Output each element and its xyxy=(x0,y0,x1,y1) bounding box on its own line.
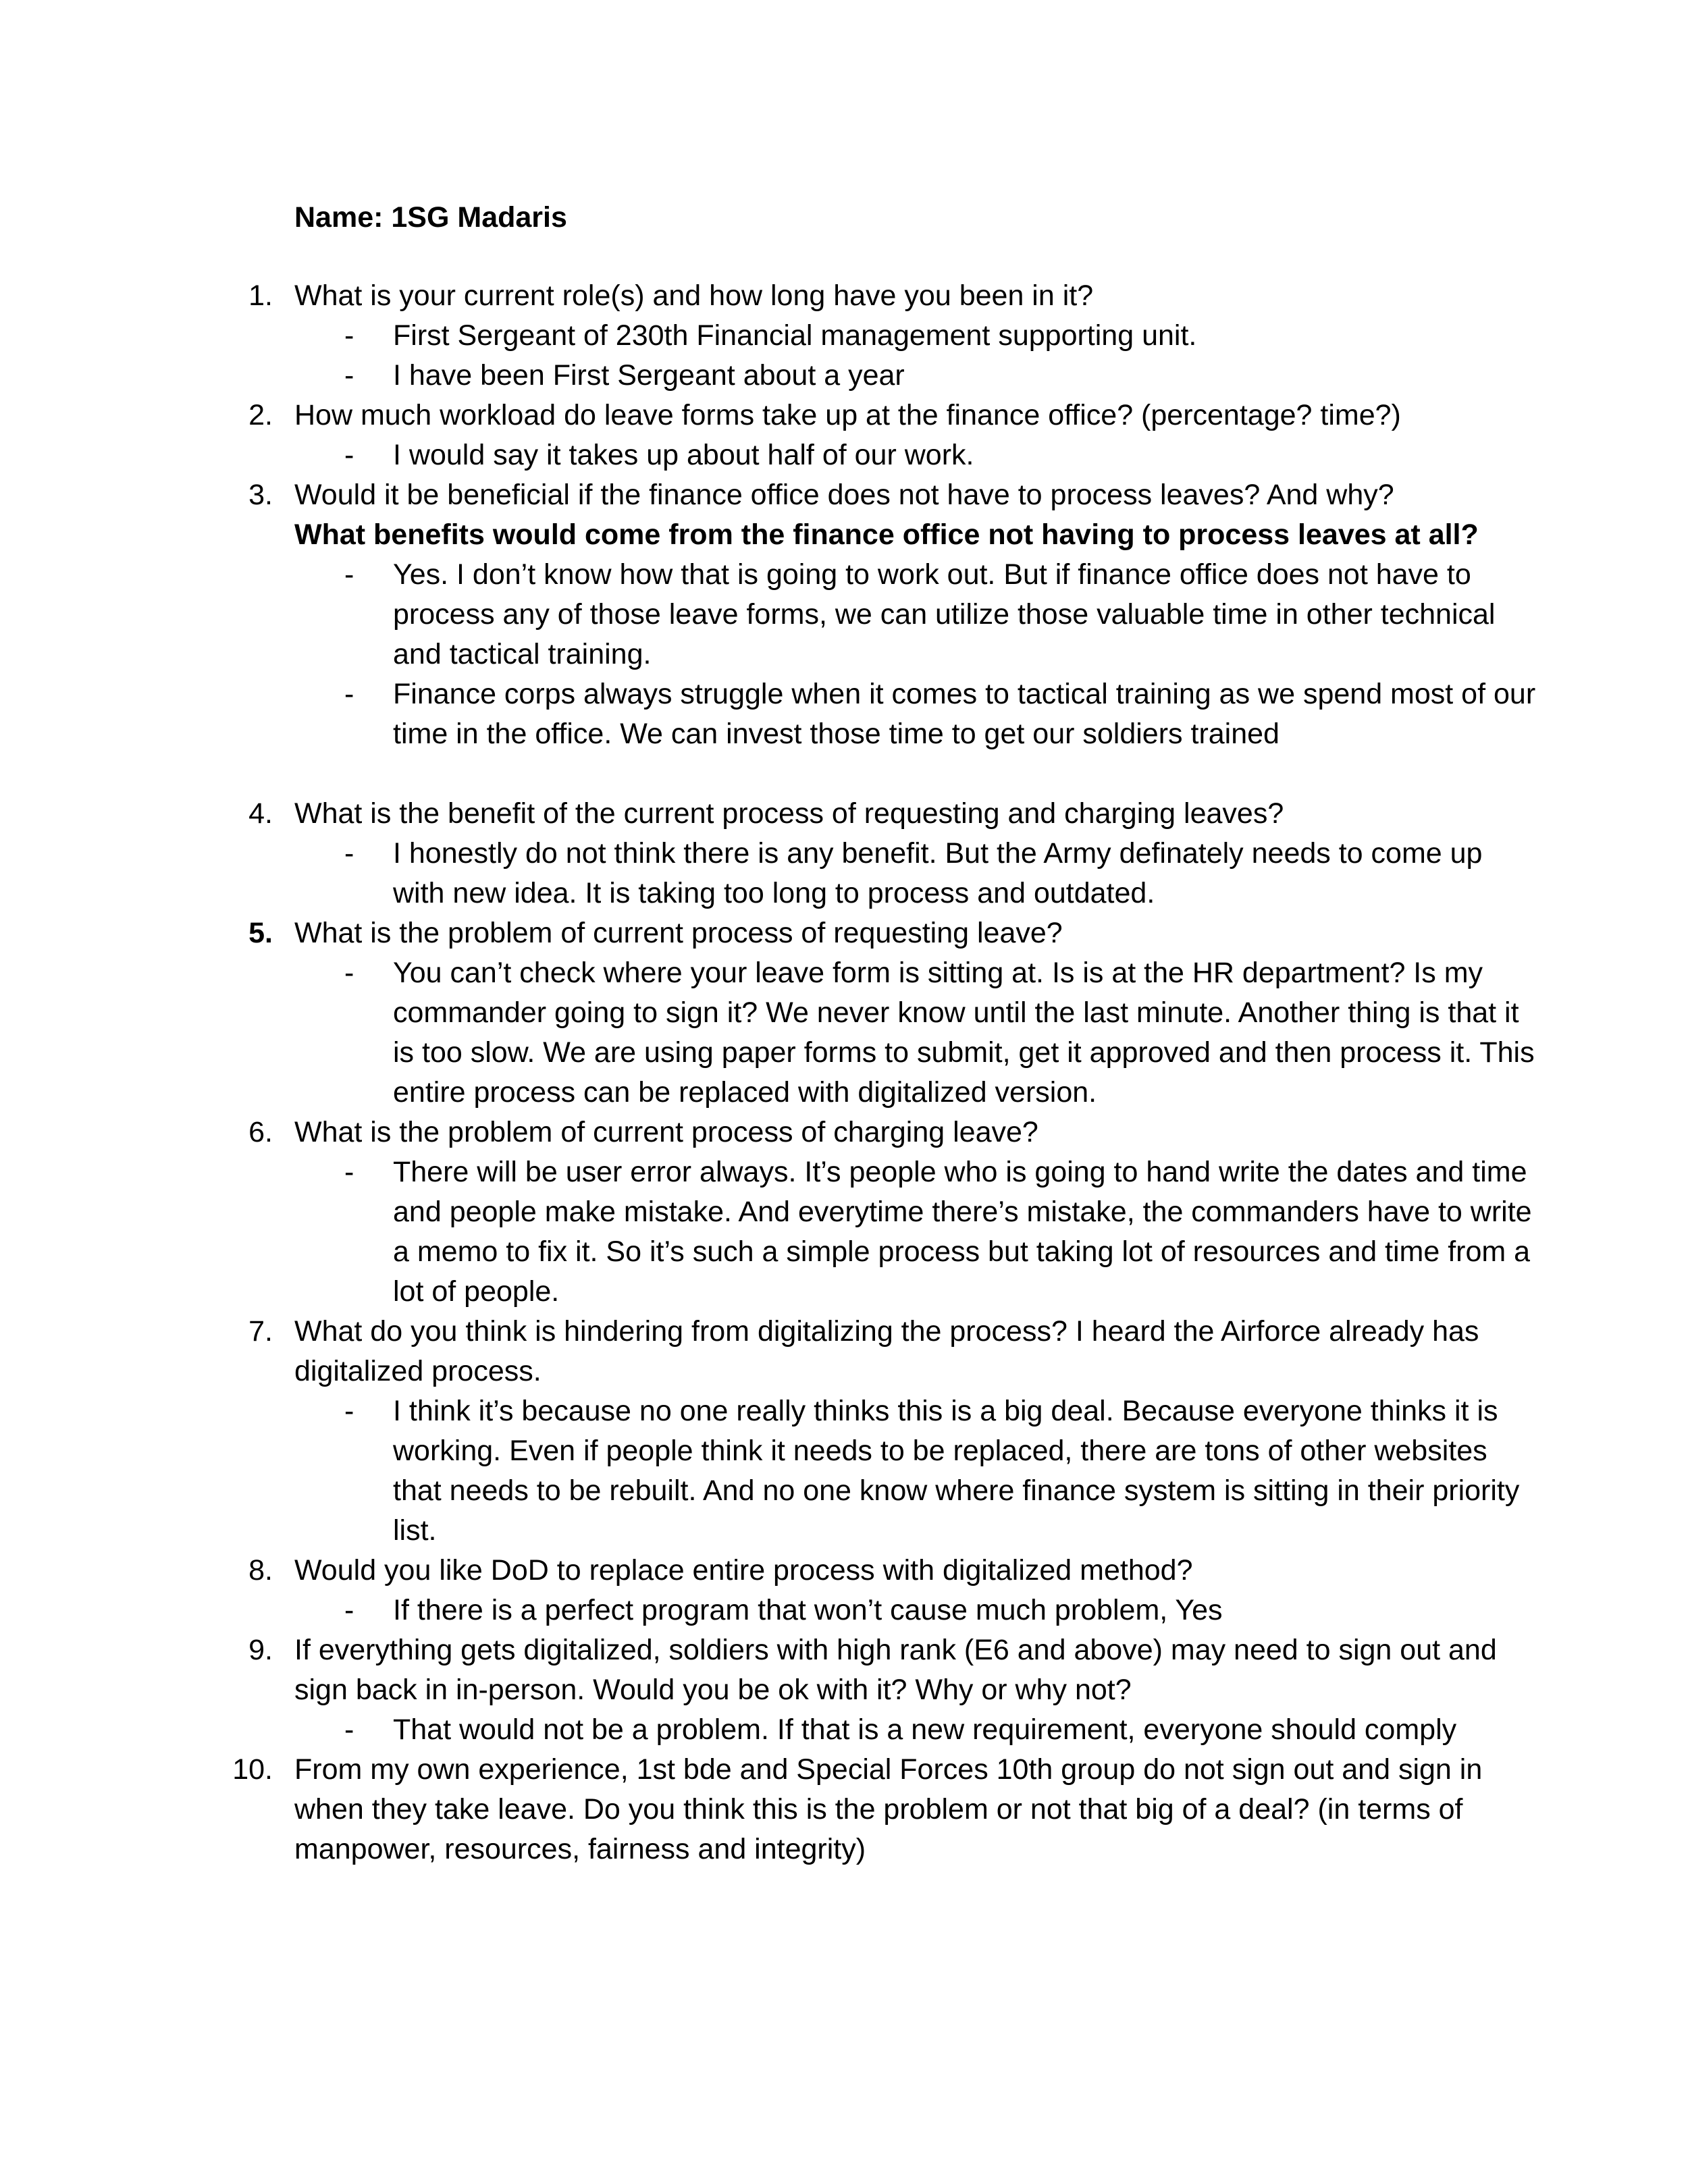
answer-item xyxy=(203,316,1539,356)
answer-text: You can’t check where your leave form is sitting at. Is is at the HR department? Is my commander going to sign it? We never know until the last minute. Another thing is that it is too slow. We are using paper forms to submit, get it approved and then process it. This entire process can be replaced with digitalized version. xyxy=(393,957,1535,1109)
question-text: Would you like DoD to replace entire process with digitalized method? xyxy=(294,1554,1193,1587)
answer-item xyxy=(203,555,1539,674)
question-number: 8. xyxy=(248,1554,273,1587)
answer-text: That would not be a problem. If that is a new requirement, everyone should comply xyxy=(393,1713,1457,1746)
answer-text: If there is a perfect program that won’t cause much problem, Yes xyxy=(393,1594,1223,1626)
question-number: 2. xyxy=(248,399,273,431)
dash-bullet: - xyxy=(344,558,354,591)
question-item xyxy=(203,396,1539,435)
question-text: From my own experience, 1st bde and Special Forces 10th group do not sign out and sign in when they take leave. Do you think this is the problem or not that big of a deal? (in terms of manpower, resources, fairness and integrity) xyxy=(294,1753,1483,1865)
question-item xyxy=(203,913,1539,953)
dash-bullet: - xyxy=(344,1594,354,1626)
answer-text: I would say it takes up about half of our work. xyxy=(393,439,974,471)
answer-text: I honestly do not think there is any benefit. But the Army definately needs to come up with new idea. It is taking too long to process and outdated. xyxy=(393,837,1483,909)
blank-line xyxy=(203,754,1539,794)
question-number: 5. xyxy=(248,917,273,949)
answer-text: I have been First Sergeant about a year xyxy=(393,359,905,392)
answer-text: Yes. I don’t know how that is going to work out. But if finance office does not have to process any of those leave forms, we can utilize those valuable time in other technical and tactical training. xyxy=(393,558,1496,670)
question-number: 6. xyxy=(248,1116,273,1148)
question-number: 3. xyxy=(248,479,273,511)
answer-item xyxy=(203,1391,1539,1551)
question-item xyxy=(203,276,1539,316)
dash-bullet: - xyxy=(344,957,354,989)
question-item xyxy=(203,794,1539,834)
question-text: What is your current role(s) and how long have you been in it? xyxy=(294,279,1094,312)
answer-text: There will be user error always. It’s people who is going to hand write the dates and time and people make mistake. And everytime there’s mistake, the commanders have to write a memo to fix it. So it’s such a simple process but taking lot of resources and time from a lot of people. xyxy=(393,1156,1532,1308)
question-item xyxy=(203,1630,1539,1710)
answer-text: I think it’s because no one really thinks this is a big deal. Because everyone thinks it is working. Even if people think it needs to be replaced, there are tons of other websites that needs to be rebuilt. And no one know where finance system is sitting in their priority list. xyxy=(393,1395,1520,1547)
question-bold-text: What benefits would come from the finance office not having to process leaves at all? xyxy=(294,518,1479,551)
question-text: How much workload do leave forms take up at the finance office? (percentage? time?) xyxy=(294,399,1401,431)
dash-bullet: - xyxy=(344,1156,354,1188)
answer-item xyxy=(203,834,1539,913)
answer-item xyxy=(203,356,1539,396)
dash-bullet: - xyxy=(344,678,354,710)
question-number: 9. xyxy=(248,1634,273,1666)
question-item xyxy=(203,1312,1539,1391)
question-number: 1. xyxy=(248,279,273,312)
question-item xyxy=(203,1551,1539,1591)
dash-bullet: - xyxy=(344,1713,354,1746)
question-item xyxy=(203,1113,1539,1152)
answer-text: Finance corps always struggle when it comes to tactical training as we spend most of our time in the office. We can invest those time to get our soldiers trained xyxy=(393,678,1536,750)
question-item xyxy=(203,475,1539,555)
answer-item xyxy=(203,953,1539,1113)
question-text: Would it be beneficial if the finance office does not have to process leaves? And why? xyxy=(294,479,1394,511)
answer-item xyxy=(203,674,1539,754)
question-text: What is the problem of current process of charging leave? xyxy=(294,1116,1038,1148)
question-text: What is the problem of current process of requesting leave? xyxy=(294,917,1063,949)
dash-bullet: - xyxy=(344,1395,354,1427)
question-item xyxy=(203,1750,1539,1869)
interviewee-name: Name: 1SG Madaris xyxy=(294,201,567,234)
question-number: 7. xyxy=(248,1315,273,1348)
answer-item xyxy=(203,1152,1539,1312)
dash-bullet: - xyxy=(344,837,354,870)
question-text: What is the benefit of the current process of requesting and charging leaves? xyxy=(294,797,1284,830)
answer-item xyxy=(203,1591,1539,1630)
dash-bullet: - xyxy=(344,319,354,352)
question-number: 4. xyxy=(248,797,273,830)
answer-item xyxy=(203,435,1539,475)
answer-item xyxy=(203,1710,1539,1750)
dash-bullet: - xyxy=(344,439,354,471)
question-list xyxy=(203,276,1539,1869)
answer-text: First Sergeant of 230th Financial management supporting unit. xyxy=(393,319,1197,352)
question-text: If everything gets digitalized, soldiers with high rank (E6 and above) may need to sign out and sign back in in-person. Would you be ok with it? Why or why not? xyxy=(294,1634,1497,1706)
question-number: 10. xyxy=(232,1753,273,1786)
question-text: What do you think is hindering from digitalizing the process? I heard the Airforce already has digitalized process. xyxy=(294,1315,1479,1387)
dash-bullet: - xyxy=(344,359,354,392)
